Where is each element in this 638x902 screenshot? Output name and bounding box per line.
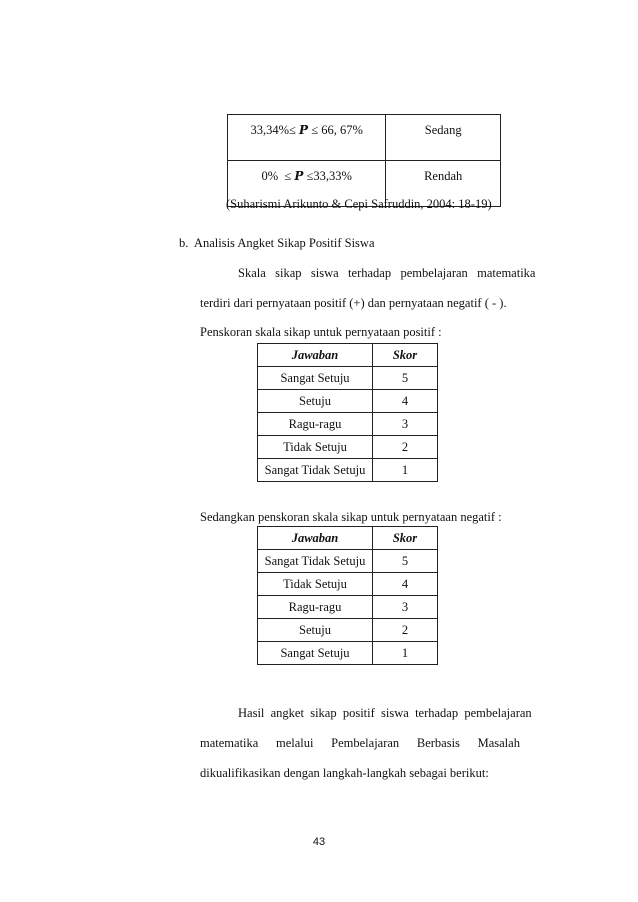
score-cell: 1: [373, 642, 438, 665]
header-cell: Jawaban: [258, 344, 373, 367]
table-row: [258, 390, 438, 413]
score-cell: 1: [373, 459, 438, 482]
paragraph-line: terdiri dari pernyataan positif (+) dan pernyataan negatif ( - ).: [200, 296, 507, 310]
negative-intro: Sedangkan penskoran skala sikap untuk pernyataan negatif :: [200, 510, 502, 524]
variable-p: P: [294, 169, 304, 183]
leq-symbol: ≤: [311, 123, 319, 137]
paragraph-line: dikualifikasikan dengan langkah-langkah sebagai berikut:: [200, 766, 489, 780]
answer-cell: Sangat Tidak Setuju: [258, 550, 373, 573]
paragraph-line: Hasil angket sikap positif siswa terhadap pembelajaran: [238, 706, 532, 720]
word: Berbasis: [416, 736, 460, 750]
table-row: [258, 550, 438, 573]
citation: (Suharismi Arikunto & Cepi Safruddin, 2004: 18-19): [226, 197, 492, 211]
table-row: [258, 459, 438, 482]
page-number: 43: [312, 836, 326, 848]
score-cell: 2: [373, 619, 438, 642]
word: melalui: [275, 736, 314, 750]
category-cell: Rendah: [386, 161, 501, 207]
category-cell: Sedang: [386, 115, 501, 161]
range-upper: 66, 67%: [321, 123, 363, 137]
answer-cell: Sangat Setuju: [258, 642, 373, 665]
paragraph-line: Skala sikap siswa terhadap pembelajaran matematika: [238, 266, 536, 280]
table-row: [258, 413, 438, 436]
score-cell: 3: [373, 413, 438, 436]
table-row: [228, 115, 501, 161]
header-cell: Skor: [373, 344, 438, 367]
table-row: [258, 436, 438, 459]
range-upper: 33,33%: [313, 169, 352, 183]
score-cell: 4: [373, 390, 438, 413]
table-row: [258, 596, 438, 619]
range-category-table: [227, 114, 501, 207]
answer-cell: Ragu-ragu: [258, 596, 373, 619]
score-cell: 4: [373, 573, 438, 596]
range-lower: 0%: [261, 169, 279, 183]
answer-cell: Tidak Setuju: [258, 573, 373, 596]
score-cell: 2: [373, 436, 438, 459]
negative-score-table: [257, 526, 438, 665]
table-row: [258, 573, 438, 596]
table-row: [258, 619, 438, 642]
header-cell: Skor: [373, 527, 438, 550]
answer-cell: Setuju: [258, 390, 373, 413]
paragraph-line: [200, 736, 520, 751]
table-header-row: [258, 344, 438, 367]
answer-cell: Ragu-ragu: [258, 413, 373, 436]
positive-score-table: [257, 343, 438, 482]
header-cell: Jawaban: [258, 527, 373, 550]
answer-cell: Setuju: [258, 619, 373, 642]
word: matematika: [200, 736, 259, 750]
answer-cell: Sangat Setuju: [258, 367, 373, 390]
score-cell: 5: [373, 367, 438, 390]
positive-intro: Penskoran skala sikap untuk pernyataan positif :: [200, 325, 442, 339]
table-row: [258, 642, 438, 665]
answer-cell: Sangat Tidak Setuju: [258, 459, 373, 482]
leq-symbol: ≤: [284, 169, 292, 183]
score-cell: 3: [373, 596, 438, 619]
word: Pembelajaran: [331, 736, 400, 750]
leq-symbol: ≤: [306, 169, 314, 183]
range-cell: [228, 115, 386, 161]
table-row: [258, 367, 438, 390]
range-lower: 33,34%: [250, 123, 290, 137]
answer-cell: Tidak Setuju: [258, 436, 373, 459]
score-cell: 5: [373, 550, 438, 573]
section-heading: b. Analisis Angket Sikap Positif Siswa: [179, 236, 375, 250]
word: Masalah: [477, 736, 520, 750]
table-header-row: [258, 527, 438, 550]
variable-p: P: [299, 123, 309, 137]
leq-symbol: ≤: [289, 123, 296, 137]
